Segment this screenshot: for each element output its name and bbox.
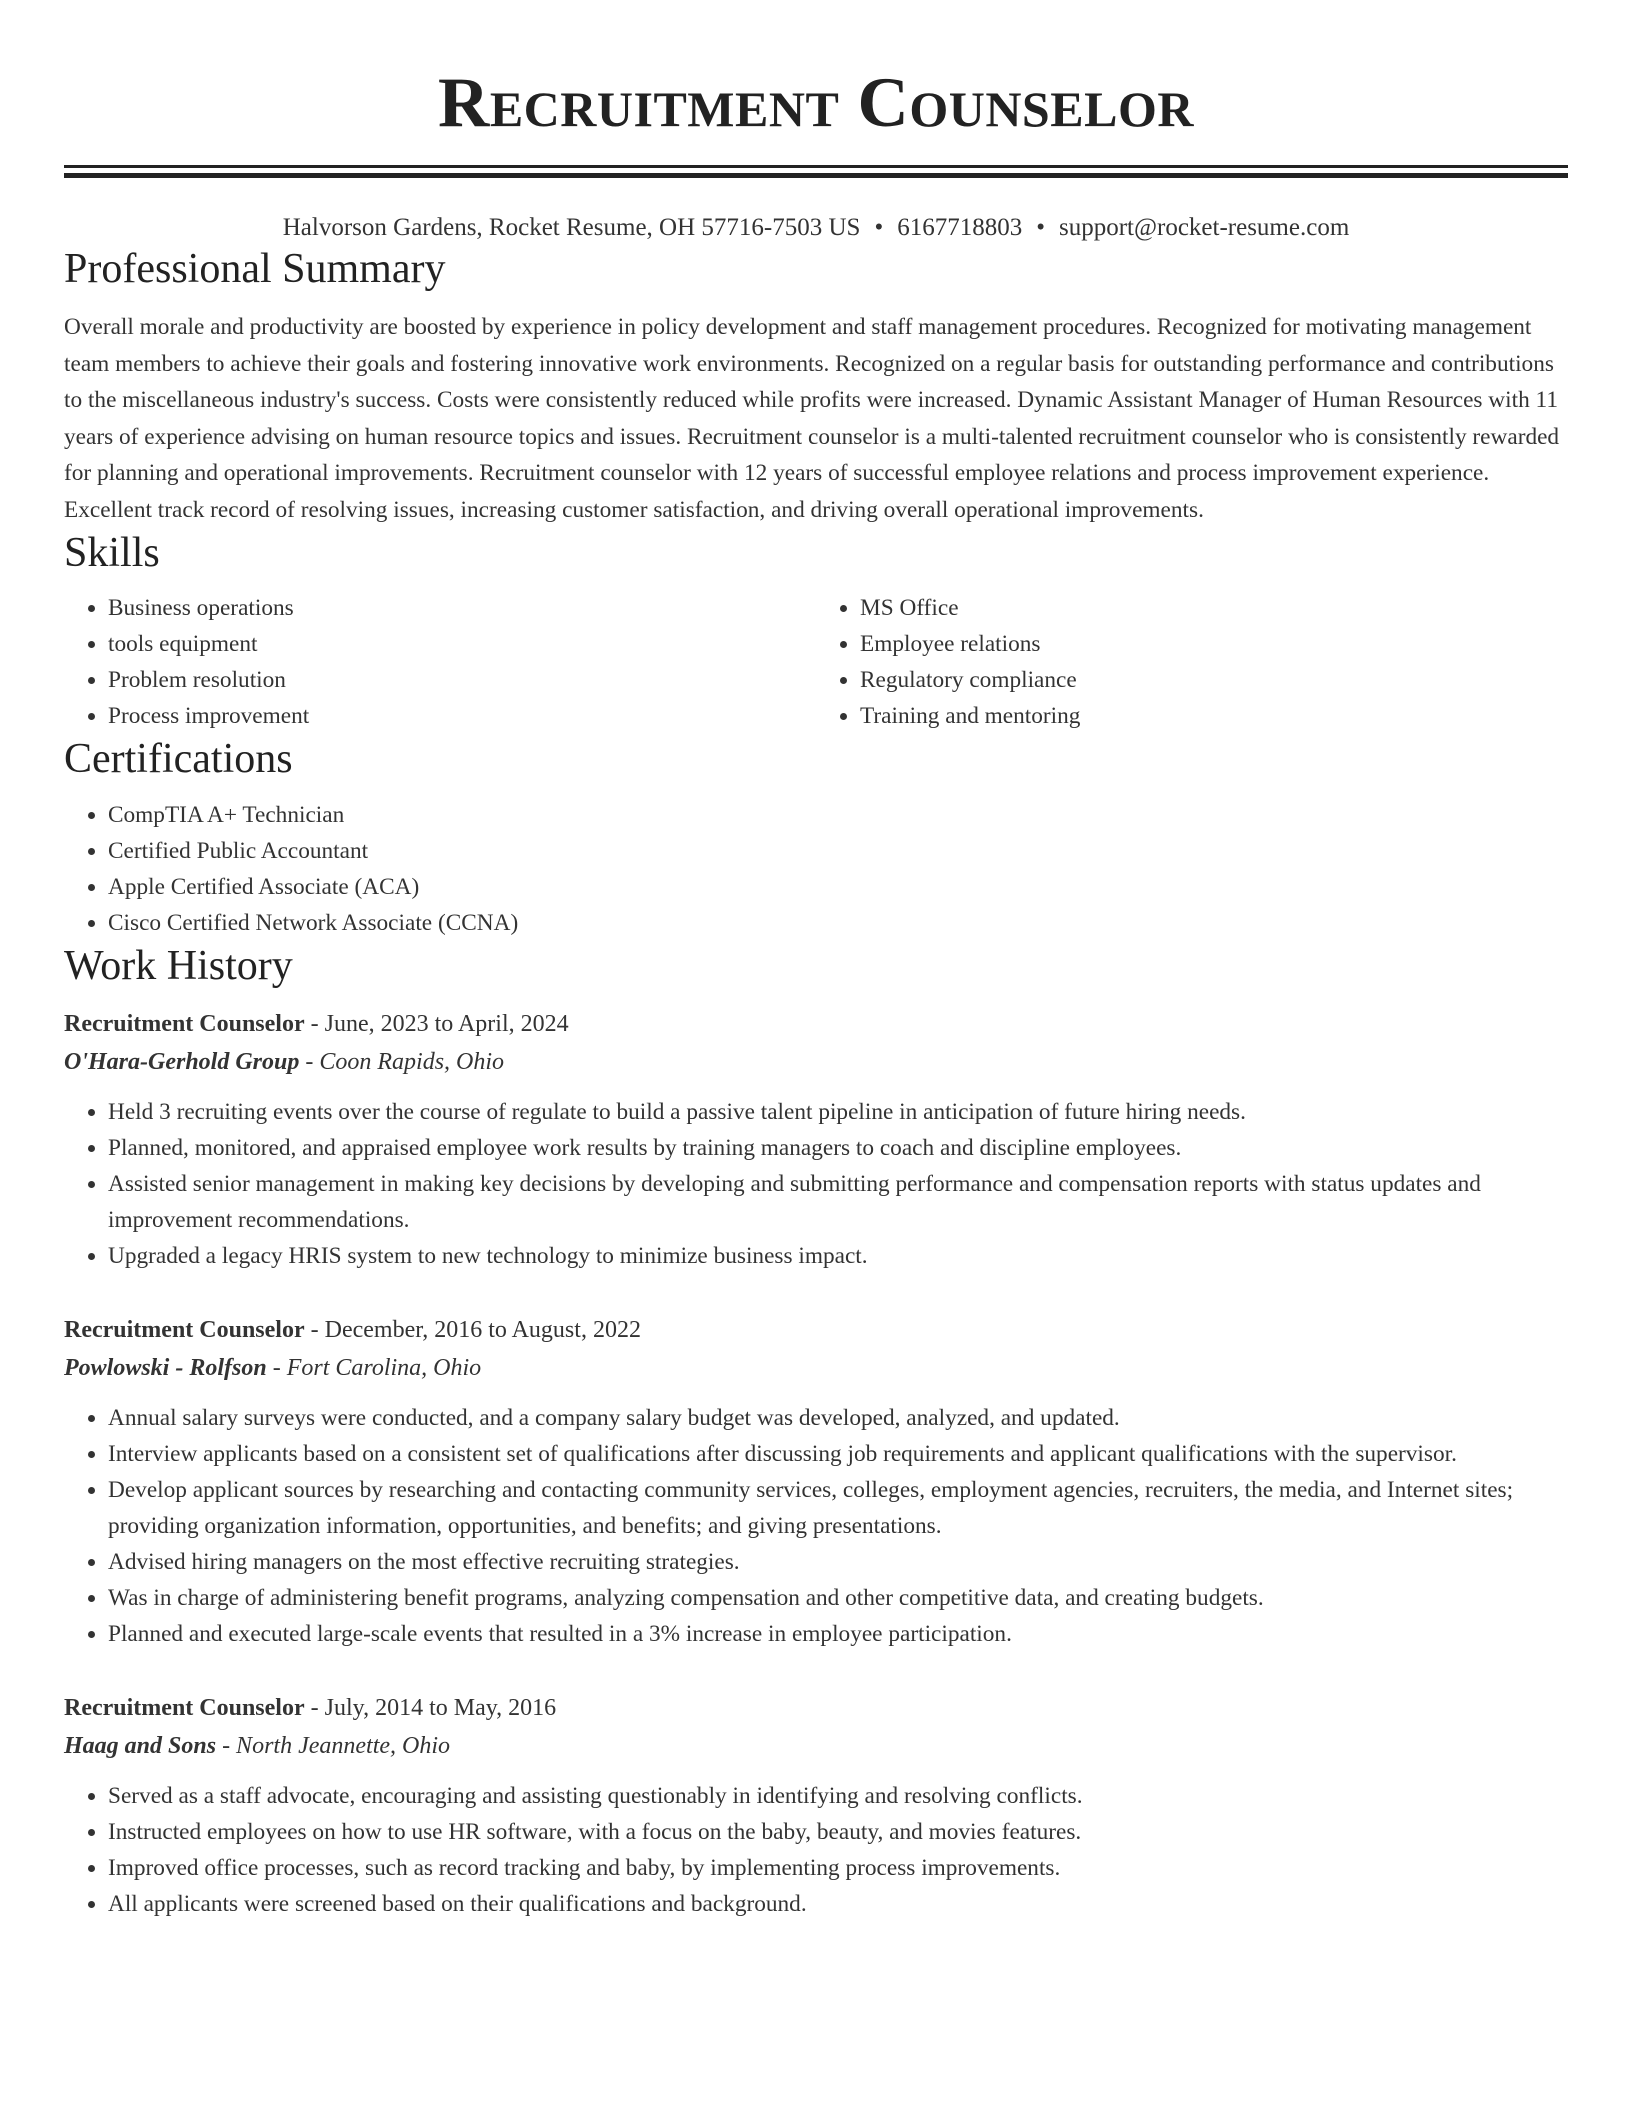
- resume-title: Recruitment Counselor: [438, 64, 1194, 142]
- skill-item: • tools equipment: [108, 626, 816, 662]
- job-bullet: • Planned, monitored, and appraised employee work results by training managers to coach and discipline employees.: [108, 1130, 1568, 1166]
- contact-address: Halvorson Gardens, Rocket Resume, OH 57716-7503 US: [282, 214, 861, 241]
- skills-list-left: [64, 590, 816, 734]
- contact-email: support@rocket-resume.com: [1058, 214, 1350, 241]
- job-bullet: • Held 3 recruiting events over the course of regulate to build a passive talent pipeline in anticipation of future hiring needs.: [108, 1094, 1568, 1130]
- job-location: - Fort Carolina, Ohio: [266, 1355, 482, 1381]
- job-dates: - June, 2023 to April, 2024: [304, 1011, 569, 1037]
- job-bullets: [64, 1094, 1568, 1274]
- certification-item: • Certified Public Accountant: [108, 833, 1568, 869]
- job-bullet: • Planned and executed large-scale events that resulted in a 3% increase in employee participation.: [108, 1616, 1568, 1652]
- job-dates: - July, 2014 to May, 2016: [304, 1695, 557, 1721]
- job-title: Recruitment Counselor: [64, 1695, 305, 1721]
- job-bullet: • Advised hiring managers on the most effective recruiting strategies.: [108, 1544, 1568, 1580]
- job-bullets: [64, 1778, 1568, 1922]
- job-bullet: • Improved office processes, such as record tracking and baby, by implementing process improvements.: [108, 1850, 1568, 1886]
- job-location: - North Jeannette, Ohio: [216, 1733, 451, 1759]
- job-title: Recruitment Counselor: [64, 1317, 305, 1343]
- skill-item: • Regulatory compliance: [860, 662, 1568, 698]
- job-header: [64, 1005, 1568, 1043]
- skills-columns: [64, 590, 1568, 734]
- company-name: Haag and Sons: [64, 1733, 217, 1759]
- contact-phone: 6167718803: [897, 214, 1023, 241]
- company-name: O'Hara-Gerhold Group: [64, 1049, 300, 1075]
- work-history-heading: Work History: [64, 943, 293, 989]
- skill-item: • MS Office: [860, 590, 1568, 626]
- contact-separator: •: [1036, 214, 1045, 241]
- job-location: - Coon Rapids, Ohio: [299, 1049, 505, 1075]
- company-name: Powlowski - Rolfson: [64, 1355, 267, 1381]
- job-header: [64, 1689, 1568, 1727]
- job-bullet: • Served as a staff advocate, encouraging and assisting questionably in identifying and resolving conflicts.: [108, 1778, 1568, 1814]
- title-rule-top: [64, 165, 1568, 168]
- job-entry: [64, 1311, 1568, 1652]
- job-bullet: • Was in charge of administering benefit programs, analyzing compensation and other competitive data, and creating budgets.: [108, 1580, 1568, 1616]
- certifications-list: [64, 797, 1568, 941]
- skill-item: • Process improvement: [108, 698, 816, 734]
- job-bullets: [64, 1400, 1568, 1652]
- job-header: [64, 1311, 1568, 1349]
- job-employer: [64, 1349, 1568, 1387]
- certification-item: • Apple Certified Associate (ACA): [108, 869, 1568, 905]
- job-bullet: • Develop applicant sources by researching and contacting community services, colleges, employment agencies, recruiters, the media, and Internet sites; providing organization information, opportunities, and benefits; and giving presentations.: [108, 1472, 1568, 1544]
- skills-heading: Skills: [64, 530, 160, 576]
- summary-heading: Professional Summary: [64, 246, 446, 292]
- job-employer: [64, 1043, 1568, 1081]
- job-bullet: • Interview applicants based on a consistent set of qualifications after discussing job requirements and applicant qualifications with the supervisor.: [108, 1436, 1568, 1472]
- skill-item: • Business operations: [108, 590, 816, 626]
- title-rule-bottom: [64, 173, 1568, 178]
- job-bullet: • Annual salary surveys were conducted, and a company salary budget was developed, analyzed, and updated.: [108, 1400, 1568, 1436]
- skill-item: • Problem resolution: [108, 662, 816, 698]
- job-bullet: • All applicants were screened based on their qualifications and background.: [108, 1886, 1568, 1922]
- skill-item: • Training and mentoring: [860, 698, 1568, 734]
- job-title: Recruitment Counselor: [64, 1011, 305, 1037]
- certification-item: • Cisco Certified Network Associate (CCNA): [108, 905, 1568, 941]
- job-entry: [64, 1689, 1568, 1922]
- job-dates: - December, 2016 to August, 2022: [304, 1317, 641, 1343]
- job-entry: [64, 1005, 1568, 1274]
- job-bullet: • Assisted senior management in making key decisions by developing and submitting performance and compensation reports with status updates and improvement recommendations.: [108, 1166, 1568, 1238]
- job-bullet: • Upgraded a legacy HRIS system to new technology to minimize business impact.: [108, 1238, 1568, 1274]
- skills-list-right: [816, 590, 1568, 734]
- summary-text: Overall morale and productivity are boosted by experience in policy development and staff management procedures. Recognized for motivating management team members to achieve their goals and fostering innovative work environments. Recognized on a regular basis for outstanding performance and contributions to the miscellaneous industry's success. Costs were consistently reduced while profits were increased. Dynamic Assistant Manager of Human Resources with 11 years of experience advising on human resource topics and issues. Recruitment counselor is a multi-talented recruitment counselor who is consistently rewarded for planning and operational improvements. Recruitment counselor with 12 years of successful employee relations and process improvement experience. Excellent track record of resolving issues, increasing customer satisfaction, and driving overall operational improvements.: [64, 314, 1560, 523]
- contact-separator: •: [874, 214, 884, 241]
- certification-item: • CompTIA A+ Technician: [108, 797, 1568, 833]
- resume-page: [64, 0, 1568, 1922]
- job-bullet: • Instructed employees on how to use HR software, with a focus on the baby, beauty, and movies features.: [108, 1814, 1568, 1850]
- contact-line: [64, 212, 1568, 244]
- certifications-heading: Certifications: [64, 736, 293, 782]
- skill-item: • Employee relations: [860, 626, 1568, 662]
- job-employer: [64, 1727, 1568, 1765]
